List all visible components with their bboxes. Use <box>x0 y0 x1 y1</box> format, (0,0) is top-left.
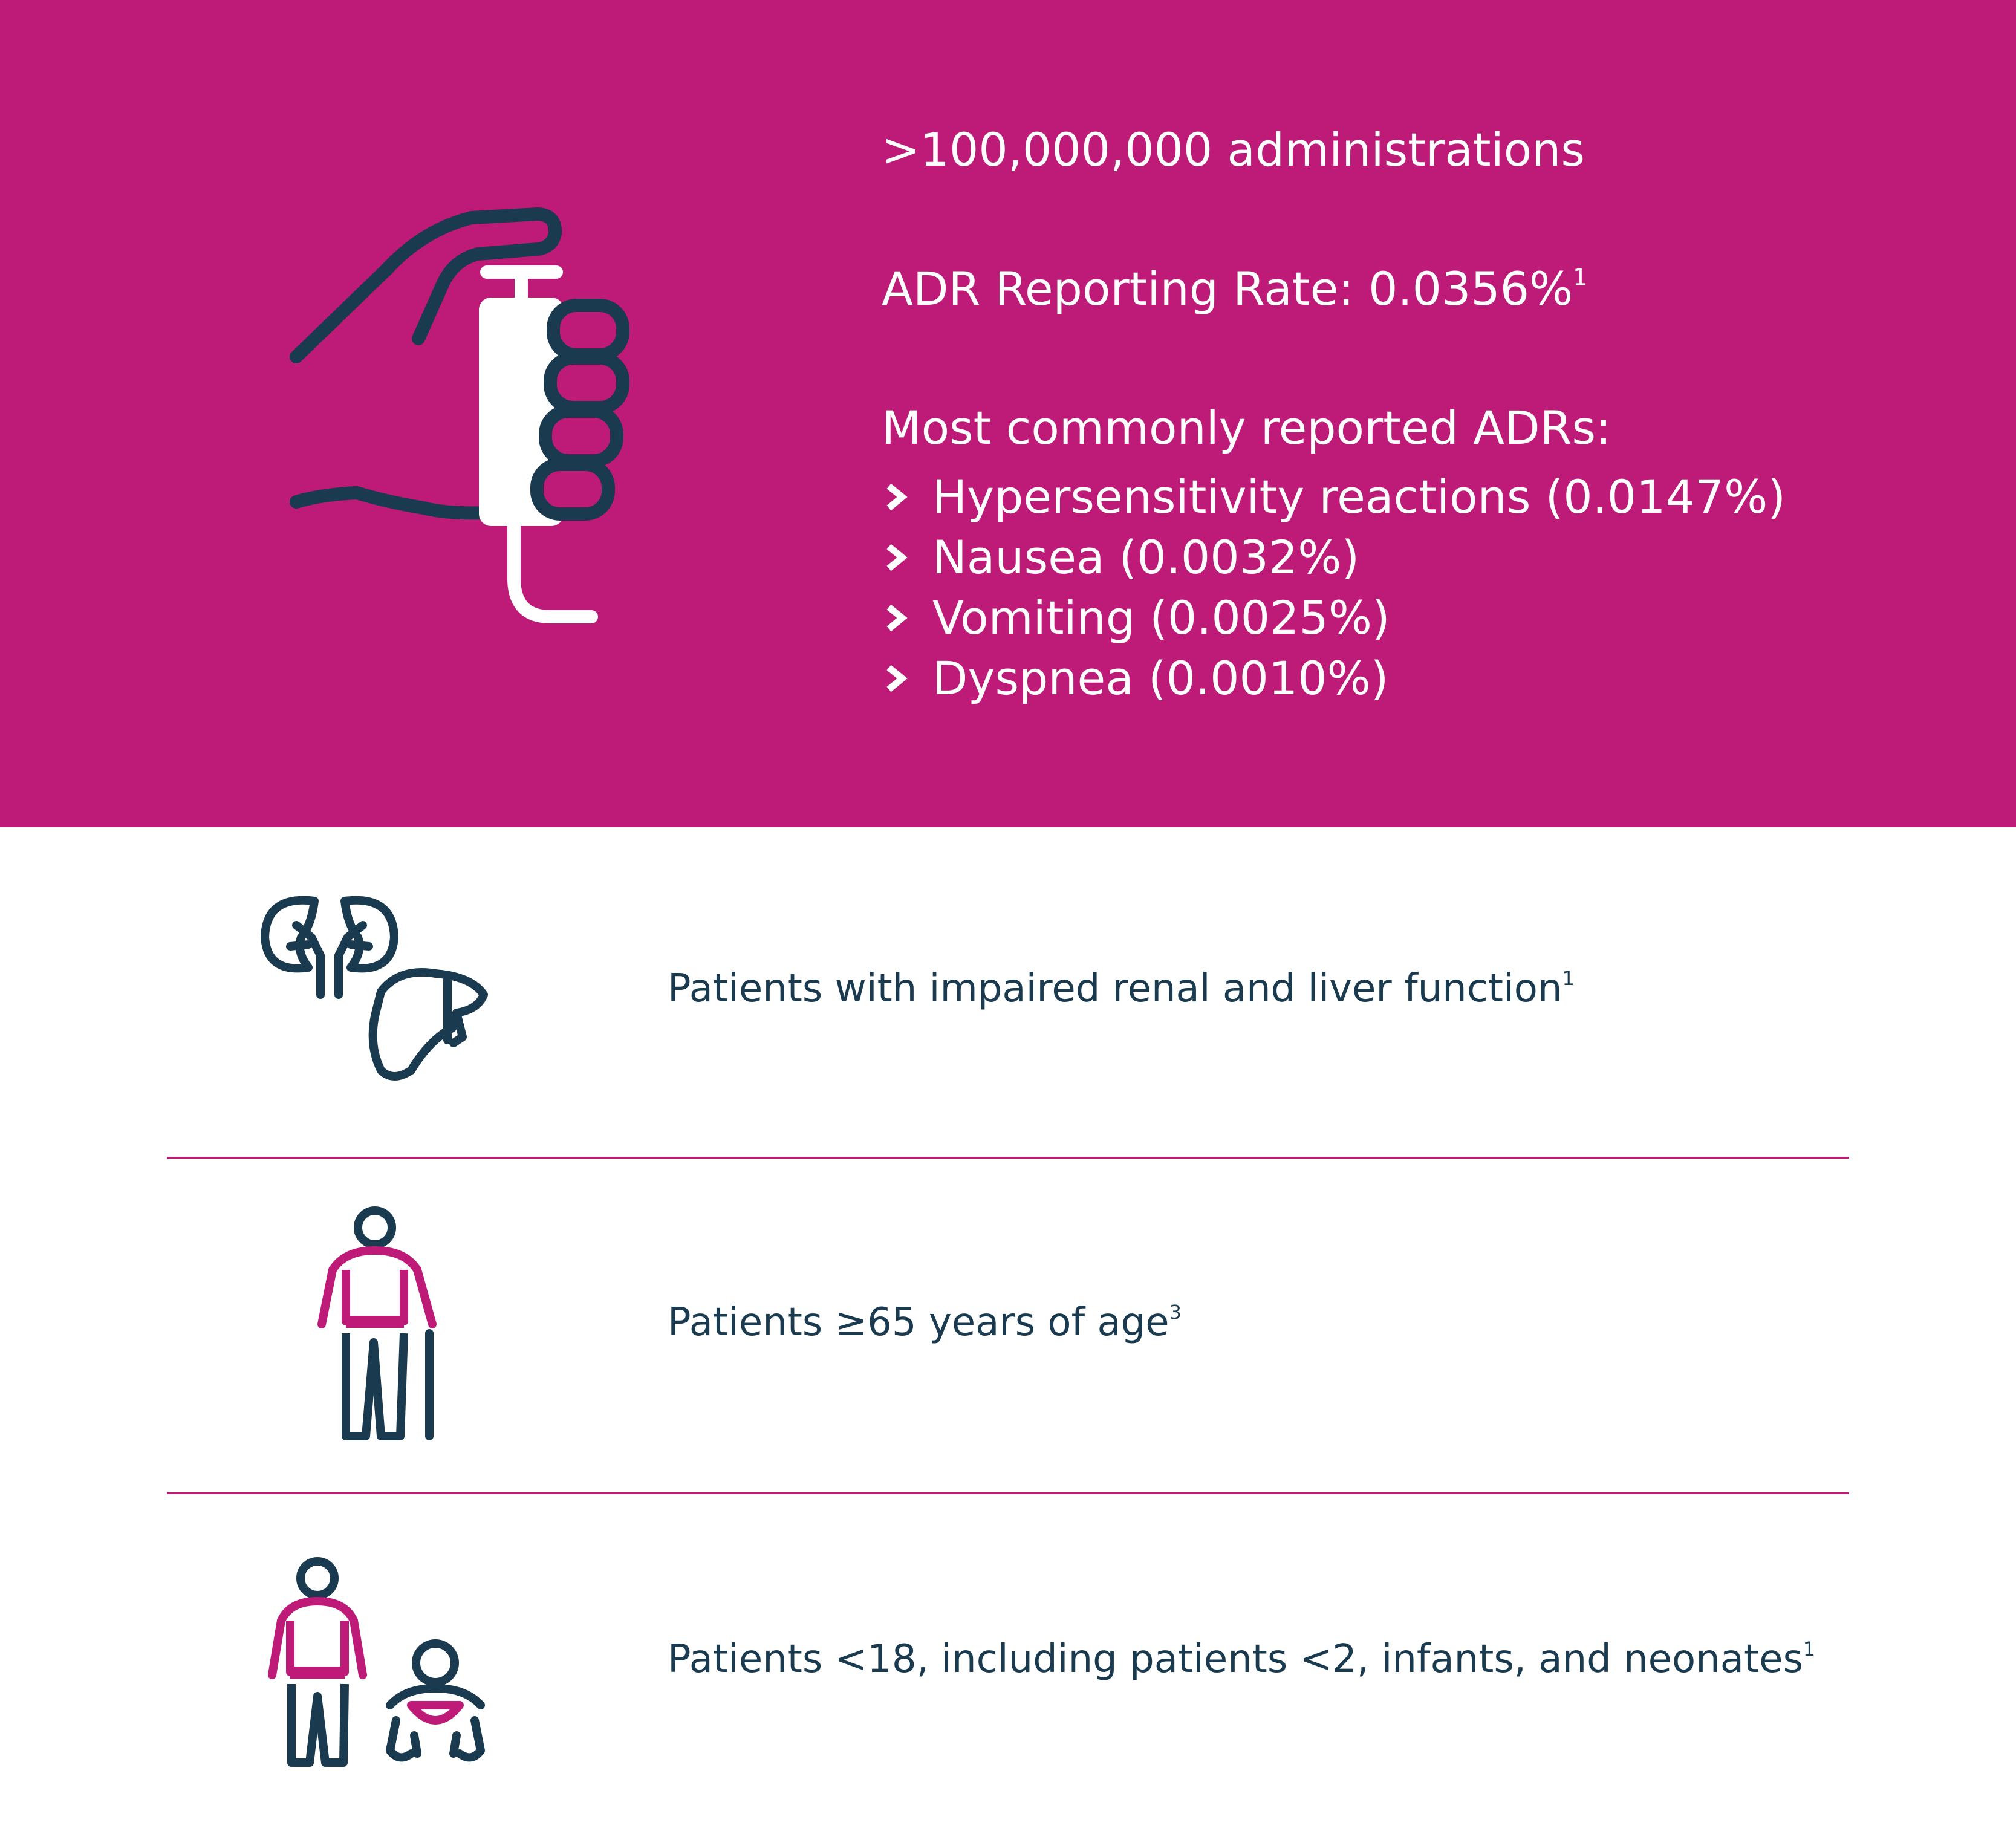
list-item: Dyspnea (0.0010%) <box>882 648 1786 709</box>
chevron-right-icon <box>884 664 908 693</box>
hand-syringe-icon <box>284 193 671 629</box>
footnote-ref: 1 <box>1562 966 1575 990</box>
list-item: Nausea (0.0032%) <box>882 527 1786 588</box>
kidney-liver-icon <box>254 889 508 1094</box>
list-item: Hypersensitivity reactions (0.0147%) <box>882 467 1786 527</box>
footnote-ref: 3 <box>1169 1300 1182 1324</box>
chevron-right-icon <box>884 483 908 512</box>
pediatric-patients: Patients <18, including patients <2, infants, and neonates$^1$ <box>668 1637 1816 1682</box>
elderly-person-icon <box>308 1203 447 1445</box>
footnote-ref: 1 <box>1573 264 1588 291</box>
adr-reporting-rate: ADR Reporting Rate: 0.0356%$^1$ <box>882 262 1588 316</box>
list-item: Vomiting (0.0025%) <box>882 588 1786 648</box>
renal-liver-patients: Patients with impaired renal and liver function$^1$ <box>668 966 1575 1011</box>
footnote-ref: 1 <box>1803 1637 1816 1660</box>
divider <box>167 1492 1849 1494</box>
administrations-count: >100,000,000 administrations <box>882 123 1585 177</box>
child-infant-icon <box>260 1554 502 1772</box>
chevron-right-icon <box>884 603 908 632</box>
elderly-patients: Patients ≥65 years of age$^3$ <box>668 1300 1182 1345</box>
adr-summary-panel <box>0 0 2016 827</box>
adr-list <box>882 467 1786 709</box>
divider <box>167 1157 1849 1159</box>
common-adrs-title: Most commonly reported ADRs: <box>882 401 1611 455</box>
chevron-right-icon <box>884 543 908 572</box>
